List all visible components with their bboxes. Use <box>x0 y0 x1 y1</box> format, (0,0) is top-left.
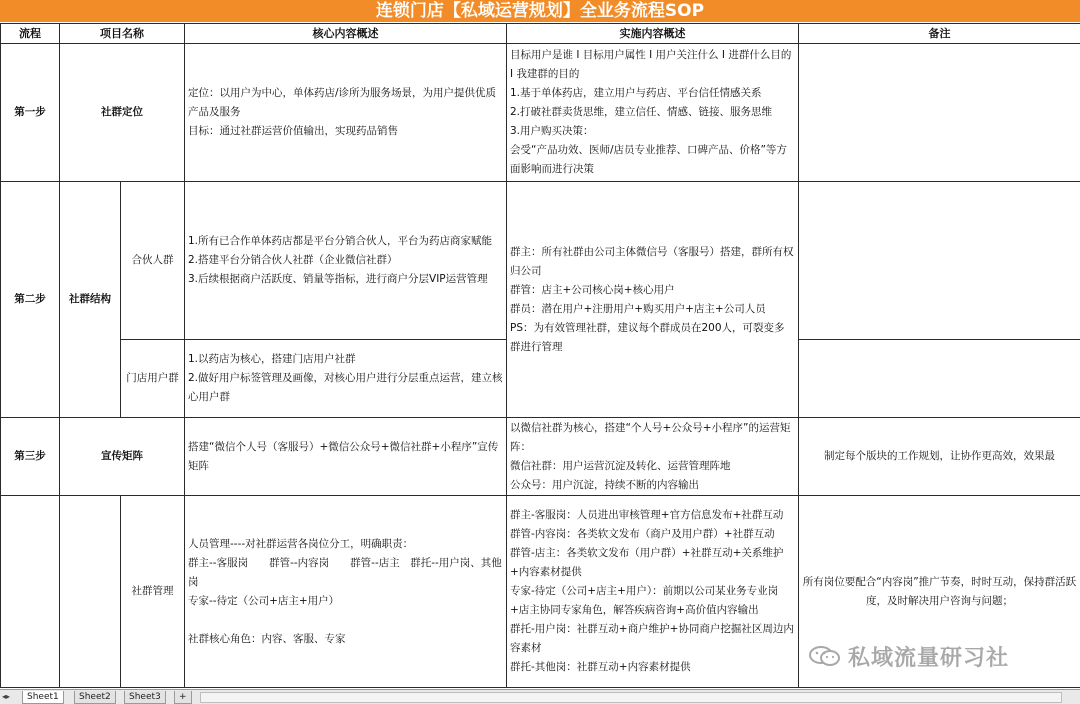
horizontal-scrollbar[interactable] <box>200 692 1062 703</box>
table-row <box>1 182 1080 340</box>
remark-cell[interactable]: 所有岗位要配合“内容岗”推广节奏，时时互动，保持群活跃度，及时解决用户咨询与问题； <box>799 496 1080 688</box>
core-cell[interactable]: 搭建“微信个人号（客服号）+微信公众号+微信社群+小程序”宣传矩阵 <box>185 418 507 496</box>
remark-cell[interactable] <box>799 44 1080 182</box>
remark-cell[interactable] <box>799 182 1080 340</box>
header-project-name[interactable]: 项目名称 <box>60 24 185 44</box>
project-cell[interactable]: 宣传矩阵 <box>60 418 185 496</box>
core-cell[interactable]: 1.以药店为核心，搭建门店用户社群 2.做好用户标签管理及画像，对核心用户进行分层重点运营，建立核心用户群 <box>185 340 507 418</box>
header-remark[interactable]: 备注 <box>799 24 1080 44</box>
sheet-nav-arrows-icon[interactable]: ◂▸ <box>2 692 18 702</box>
core-cell[interactable]: 1.所有已合作单体药店都是平台分销合伙人，平台为药店商家赋能 2.搭建平台分销合伙人社群（企业微信社群） 3.后续根据商户活跃度、销量等指标，进行商户分层VIP运营管理 <box>185 182 507 340</box>
sheet-tab-2[interactable]: Sheet2 <box>74 691 116 704</box>
table-row <box>1 418 1080 496</box>
core-cell[interactable]: 定位：以用户为中心，单体药店/诊所为服务场景，为用户提供优质产品及服务 目标：通过社群运营价值输出，实现药品销售 <box>185 44 507 182</box>
sheet-tab-1[interactable]: Sheet1 <box>22 691 64 704</box>
subproject-cell[interactable]: 合伙人群 <box>121 182 185 340</box>
add-sheet-icon[interactable]: + <box>174 691 192 704</box>
core-cell[interactable]: 人员管理----对社群运营各岗位分工，明确职责： 群主--客服岗 群管--内容岗 群管--店主 群托--用户岗、其他岗 专家--待定（公司+店主+用户） 社群核心角色：内容、客服、专家 <box>185 496 507 688</box>
table-row <box>1 44 1080 182</box>
wechat-icon <box>808 645 842 667</box>
step-cell[interactable]: 第二步 <box>1 182 60 418</box>
sheet-tab-3[interactable]: Sheet3 <box>124 691 166 704</box>
header-core-summary[interactable]: 核心内容概述 <box>185 24 507 44</box>
header-row <box>1 24 1080 44</box>
subproject-cell[interactable]: 社群管理 <box>121 496 185 688</box>
header-process[interactable]: 流程 <box>1 24 60 44</box>
step-cell[interactable]: 第三步 <box>1 418 60 496</box>
watermark-text: 私域流量研习社 <box>848 641 1009 672</box>
sheet-title: 连锁门店【私域运营规划】全业务流程SOP <box>0 0 1080 22</box>
sop-table <box>0 23 1080 688</box>
header-impl-summary[interactable]: 实施内容概述 <box>507 24 799 44</box>
step-cell[interactable] <box>1 496 60 688</box>
watermark <box>808 640 1058 672</box>
step-cell[interactable]: 第一步 <box>1 44 60 182</box>
impl-cell[interactable]: 目标用户是谁 I 目标用户属性 I 用户关注什么 I 进群什么目的 I 我建群的目的 1.基于单体药店，建立用户与药店、平台信任情感关系 2.打破社群卖货思维，建立信任、情感、链接、服务思维 3.用户购买决策： 会受“产品功效、医师/店员专业推荐、口碑产品、价格”等方面影响而进行决策 <box>507 44 799 182</box>
sheet-tab-bar <box>0 689 1080 704</box>
project-cell[interactable] <box>60 496 121 688</box>
project-cell[interactable]: 社群结构 <box>60 182 121 418</box>
impl-cell[interactable]: 群主：所有社群由公司主体微信号（客服号）搭建，群所有权归公司 群管：店主+公司核心岗+核心用户 群员：潜在用户+注册用户+购买用户+店主+公司人员 PS：为有效管理社群，建议每个群成员在200人，可裂变多群进行管理 <box>507 182 799 418</box>
impl-cell[interactable]: 群主-客服岗：人员进出审核管理+官方信息发布+社群互动 群管-内容岗：各类软文发布（商户及用户群）+社群互动 群管-店主：各类软文发布（用户群）+社群互动+关系维护+内容素材提供 专家-待定（公司+店主+用户）：前期以公司某业务专业岗+店主协同专家角色，解答疾病咨询+高价值内容输出 群托-用户岗：社群互动+商户维护+协同商户挖掘社区周边内容素材 群托-其他岗：社群互动+内容素材提供 <box>507 496 799 688</box>
impl-cell[interactable]: 以微信社群为核心，搭建“个人号+公众号+小程序”的运营矩阵： 微信社群：用户运营沉淀及转化、运营管理阵地 公众号：用户沉淀，持续不断的内容输出 <box>507 418 799 496</box>
project-cell[interactable]: 社群定位 <box>60 44 185 182</box>
remark-cell[interactable] <box>799 340 1080 418</box>
remark-cell[interactable]: 制定每个版块的工作规划，让协作更高效，效果最 <box>799 418 1080 496</box>
subproject-cell[interactable]: 门店用户群 <box>121 340 185 418</box>
